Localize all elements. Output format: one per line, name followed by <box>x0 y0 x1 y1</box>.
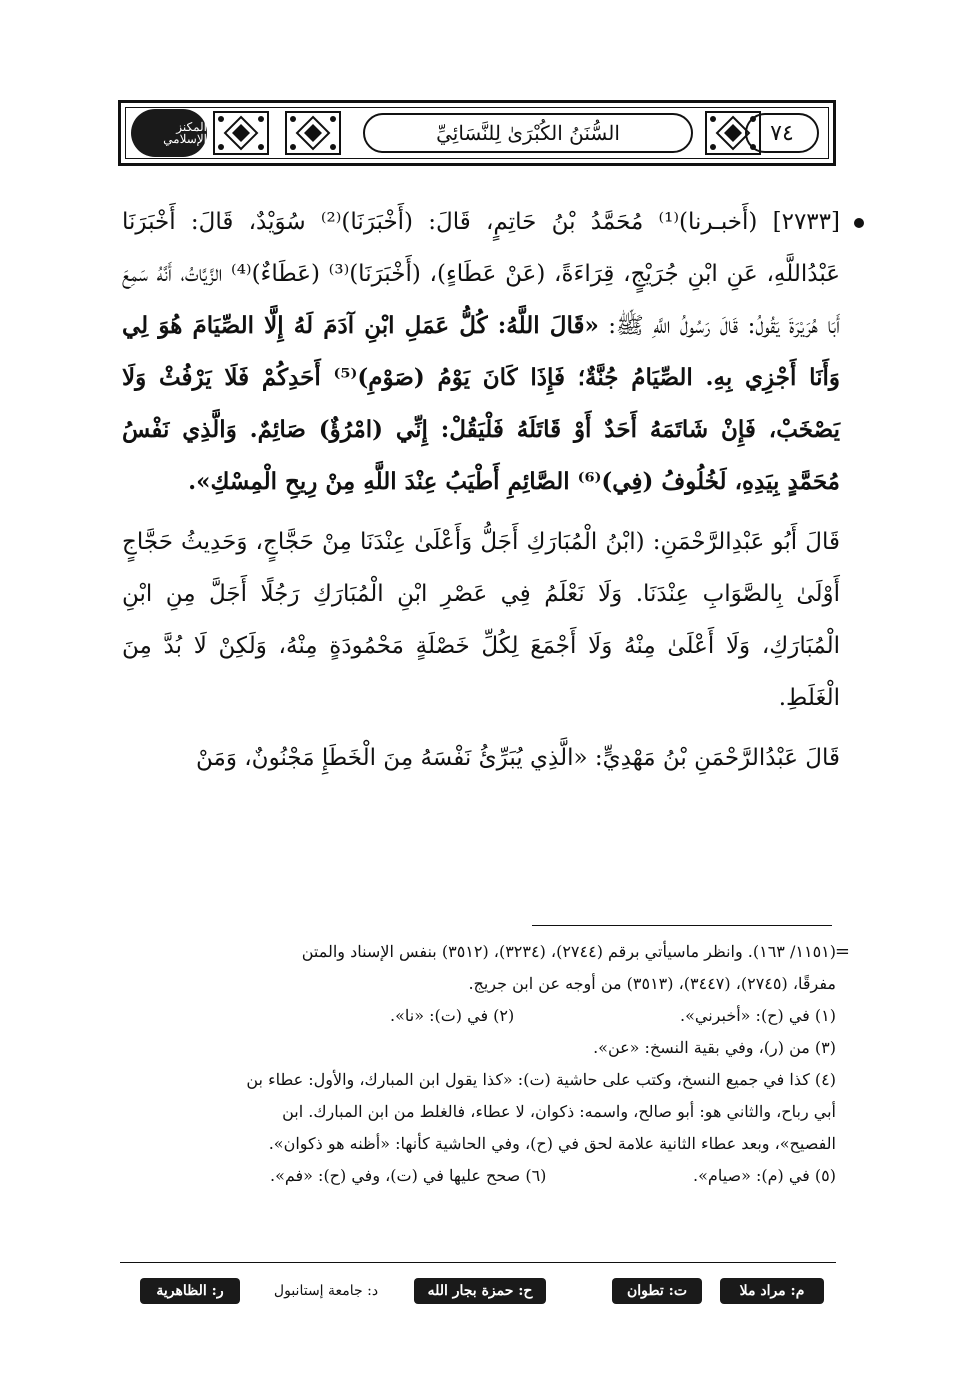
book-title: السُّنَنُ الكُبْرَىٰ لِلنَّسَائِيِّ <box>436 121 620 145</box>
footnote-2: (٢) في (ت): «نا». <box>390 1006 515 1025</box>
manuscript-legend <box>120 1274 836 1308</box>
ornament-icon <box>213 111 269 155</box>
footnote-4: (٤) كذا في جميع النسخ، وكتب على حاشية (ت): «كذا يقول ابن المبارك، والأول: عطاء بن <box>246 1070 836 1089</box>
legend-separator <box>120 1262 836 1263</box>
bullet-icon <box>854 218 864 228</box>
continuation-mark: = <box>834 941 850 962</box>
ornament-icon <box>285 111 341 155</box>
footnote-1: (١) في (ح): «أخبرني». <box>680 1006 836 1025</box>
hadith-paragraph <box>122 196 840 508</box>
logo-text: المكنز الإسلامي <box>163 120 207 146</box>
footnote-5: (٥) في (م): «صيام». <box>693 1166 836 1185</box>
main-text <box>122 196 840 792</box>
matn-text: «قَالَ اللَّهُ: كُلُّ عَمَلِ ابْنِ آدَمَ لَهُ إِلَّا الصِّيَامَ هُوَ لِي وَأَنَا أَجْزِي بِهِ. الصِّيَامُ جُنَّةٌ؛ فَإِذَا كَانَ يَوْمُ (صَوْمِ)⁽⁵⁾ أَحَدِكُمْ فَلَا يَرْفُثْ وَلَا يَصْخَبْ، فَإِنْ شَاتَمَهُ أَحَدٌ أَوْ قَاتَلَهُ فَلْيَقُلْ: إِنِّي (امْرُؤٌ) صَائِمٌ. وَالَّذِي نَفْسُ مُحَمَّدٍ بِيَدِهِ، لَخُلُوفُ (فِي)⁽⁶⁾ الصَّائِمِ أَطْيَبُ عِنْدَ اللَّهِ مِنْ رِيحِ الْمِسْكِ». <box>122 312 840 495</box>
page-header <box>118 100 836 166</box>
manuscript-tag-t: ت: تطوان <box>612 1278 702 1304</box>
footnote-3: (٣) من (ر)، وفي بقية النسخ: «عن». <box>593 1038 836 1057</box>
footnote-row <box>120 1160 836 1192</box>
publisher-logo <box>131 109 207 157</box>
commentary-paragraph: قَالَ أَبُو عَبْدِالرَّحْمَنِ: (ابْنُ الْمُبَارَكِ أَجَلُّ وَأَعْلَىٰ عِنْدَنَا مِنْ حَجَّاجٍ، وَحَدِيثُ حَجَّاجٍ أَوْلَىٰ بِالصَّوَابِ عِنْدَنَا. وَلَا نَعْلَمُ فِي عَصْرِ ابْنِ الْمُبَارَكِ رَجُلًا أَجَلَّ مِنِ ابْنِ الْمُبَارَكِ، وَلَا أَعْلَىٰ مِنْهُ وَلَا أَجْمَعَ لِكُلِّ خَصْلَةٍ مَحْمُودَةٍ مِنْهُ، وَلَكِنْ لَا بُدَّ مِنَ الْغَلَطِ. <box>122 529 840 711</box>
manuscript-tag-m: م: مراد ملا <box>720 1278 824 1304</box>
footnotes <box>120 936 850 1192</box>
manuscript-tag-h: ح: حمزة بجار الله <box>414 1278 546 1304</box>
manuscript-tag-d: د: جامعة إستانبول <box>273 1283 379 1299</box>
footnote-4: أبي رباح، والثاني هو: أبو صالح، واسمه: ذكوان، لا عطاء، فالغلط من ابن المبارك. ابن <box>282 1102 836 1121</box>
footnote-continuation: (١١٥١/ ١٦٣). وانظر ماسيأتي برقم (٢٧٤٤)، (٣٢٣٤)، (٣٥١٢) بنفس الإسناد والمتن <box>301 942 836 961</box>
quote-paragraph: قَالَ عَبْدُالرَّحْمَنِ بْنُ مَهْدِيٍّ: «الَّذِي يُبَرِّئُ نَفْسَهُ مِنَ الْخَطَإِ مَجْنُونٌ، وَمَنْ <box>196 745 840 771</box>
footnote-continuation: مفرقًا، (٢٧٤٥)، (٣٤٤٧)، (٣٥١٣) من أوجه عن ابن جريج. <box>468 974 836 993</box>
footnote-4: الفصيح»، وبعد عطاء الثانية علامة لحق في (ح)، وفي الحاشية كأنها: «أظنه هو ذكوان». <box>268 1134 836 1153</box>
book-title-frame <box>363 113 693 153</box>
hadith-entry <box>122 196 840 508</box>
page-number: ٧٤ <box>770 120 794 146</box>
isnad-text: [٢٧٣٣] (أَخبـرنا)⁽¹⁾ مُحَمَّدُ بْنُ حَاتِمٍ، قَالَ: (أَخْبَرَنَا)⁽²⁾ سُوَيْدٌ، قَالَ: أَخْبَرَنَا عَبْدُاللَّهِ، عَنِ ابْنِ جُرَيْجٍ، قِرَاءَةً، (عَنْ عَطَاءٍ)، (أَخْبَرَنَا)⁽³⁾ (عَطَاءٌ)⁽⁴⁾ الزَّيَّاتُ، أَنَّهُ سَمِعَ أَبَا هُرَيْرَةَ يَقُولُ: قَالَ رَسُولُ اللَّهِ ﷺ: <box>122 209 841 339</box>
footnote-row <box>120 1000 836 1032</box>
manuscript-tag-r: ر: الظاهرية <box>140 1278 240 1304</box>
footnote-separator <box>532 925 832 926</box>
footnote-6: (٦) صحح عليها في (ت)، وفي (ح): «فم». <box>270 1166 547 1185</box>
page-number-frame <box>745 113 819 153</box>
